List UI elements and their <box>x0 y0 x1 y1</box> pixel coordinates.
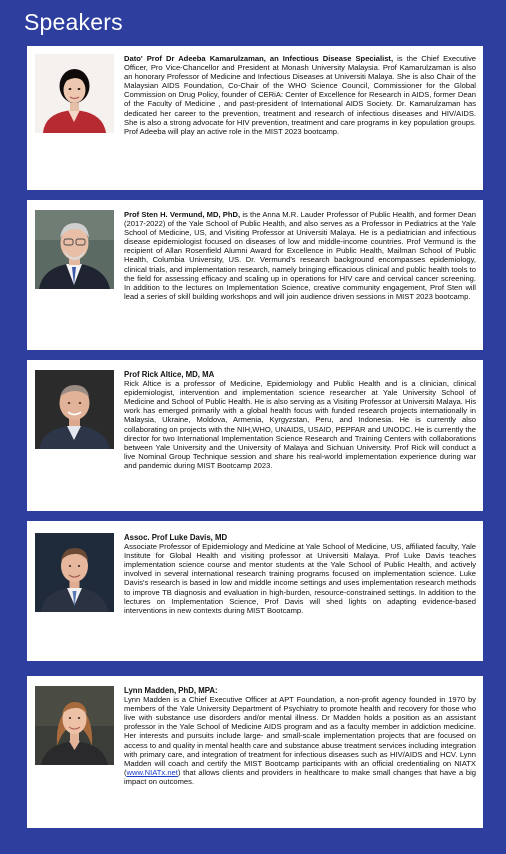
speaker-photo-kamarulzaman <box>35 54 114 133</box>
speaker-heading: Assoc. Prof Luke Davis, MD <box>124 533 228 542</box>
speaker-name: Dato' Prof Dr Adeeba Kamarulzaman, an Infectious Disease Specialist, <box>124 54 394 63</box>
page-title: Speakers <box>24 9 123 35</box>
portrait-image <box>35 370 114 449</box>
speaker-photo-vermund <box>35 210 114 289</box>
speaker-bio-end: ) that allows clients and providers in healthcare to make small changes that have a big impact on outcomes. <box>124 767 476 786</box>
speaker-photo-madden <box>35 686 114 765</box>
speaker-card-vermund <box>27 200 483 350</box>
speaker-heading: Lynn Madden, PhD, MPA: <box>124 686 218 695</box>
speaker-bio: is the Chief Executive Officer, Pro Vice-Chancellor and President at Monash University Malaysia. Prof Kamarulzaman is also an honorary Professor of Medicine and Infectious Diseases at Universiti Malaya. She is also Chair of the Malaysian AIDS Foundation, Co-Chair of the WHO Science Council, Commissioner for the Global Commission on Drug Policy, founder of CERiA: Center of Excellence for Research in AIDS, former Dean of the Faculty of Medicine , and past-president of International AIDS Society. Dr. Kamarulzaman has dedicated her career to the prevention, treatment and research of infectious diseases and HIV/AIDS. She is also a strong advocate for HIV prevention, treatment and care programs in key population groups. Prof Adeeba will play an active role in the MIST 2023 bootcamp. <box>124 54 476 136</box>
speaker-card-madden <box>27 676 483 828</box>
portrait-image <box>35 686 114 765</box>
speaker-bio: is the Anna M.R. Lauder Professor of Public Health, and former Dean (2017-2022) of the Yale School of Public Health, and also serves as a Professor in Pediatrics at the Yale School of Medicine, US, and Visiting Professor at Universiti Malaya. He is a pediatrician and infectious disease epidemiologist focused on diseases of low and middle-income countries. Prof Vermund is the recipient of Allan Rosenfield Alumni Award for Excellence in Public Health, Mailman School of Public Health, Columbia University, US. Dr. Vermund's research background encompasses epidemiology, clinical trials, and implementation research, namely bringing efficacious clinical and public health tools to the field for assessing efficacy and scaling up in operations for HIV care and cervical cancer screening. In addition to the lectures on Implementation Science, creative community engagement, Prof Sten will lead a series of skill building workshops and will join audience driven sessions in MIST 2023 bootcamp. <box>124 210 476 301</box>
speaker-heading: Prof Rick Altice, MD, MA <box>124 370 215 379</box>
portrait-image <box>35 533 114 612</box>
portrait-image <box>35 210 114 289</box>
speaker-bio: Lynn Madden is a Chief Executive Officer at APT Foundation, a non-profit agency founded in 1970 by members of the Yale University Department of Psychiatry to promote health and recovery for those who live with substance use disorders and/or mental illness. Dr Madden holds a position as an assistant professor in the Yale School of Medicine AIDS program and as a faculty member in addiction medicine. Her interests and pursuits include large- and small-scale implementation projects that are focused on access to and quality in mental health care and substance abuse treatment services including integration with primary care, and integration of treatment for infectious diseases such as HIV/AIDS and HCV. Lynn Madden will coach and certify the MIST Bootcamp participants with an official credentialing on NIATX ( <box>124 695 476 777</box>
speaker-card-davis <box>27 521 483 661</box>
speaker-card-kamarulzaman <box>27 46 483 190</box>
niatx-link[interactable]: www.NIATx.net <box>126 767 178 777</box>
speaker-photo-altice <box>35 370 114 449</box>
portrait-image <box>35 54 114 133</box>
speaker-card-altice <box>27 360 483 511</box>
speaker-photo-davis <box>35 533 114 612</box>
speaker-bio: Associate Professor of Epidemiology and Medicine at Yale School of Medicine, US, affiliated faculty, Yale Institute for Global Health and visiting professor at Universiti Malaya. Prof Luke Davis teaches implementation science course and mentor students at the Yale School of Public Health, and actively involved in several international research training programs focused on implementation science. Luke Davis's research is based in low and middle income settings and uses implementation research methods to improve TB diagnosis and evaluation in high-burden, resource-constrained settings. In addition to the lectures on Implementation Science, Prof Davis will shed lights on adapting evidence-based interventions in new contexts during MIST Bootcamp. <box>124 542 476 615</box>
speaker-bio: Rick Altice is a professor of Medicine, Epidemiology and Public Health and is a clinician, clinical epidemiologist, intervention and implementation science researcher at Yale University School of Medicine and School of Public Health. He is also serving as a Visiting Professor at Universiti Malaya. His work has emerged primarily with a global health focus with funded research projects internationally in Malaysia, Ukraine, Moldova, Armenia, Kyrgyzstan, Peru, and Indonesia. He is currently also collaborating on projects with the NIH,WHO, UNAIDS, USAID, PEPFAR and UNODC. He is currently the director for two International Implementation Science Research and Training Centers with collaborations between Yale University and the University of Malaya and Sichuan University. Prof Rick will conduct a live Nominal Group Technique session and share his real-world implementation experience during war and pandemic during MIST Bootcamp 2023. <box>124 379 476 470</box>
speaker-name: Prof Sten H. Vermund, MD, PhD, <box>124 210 241 219</box>
